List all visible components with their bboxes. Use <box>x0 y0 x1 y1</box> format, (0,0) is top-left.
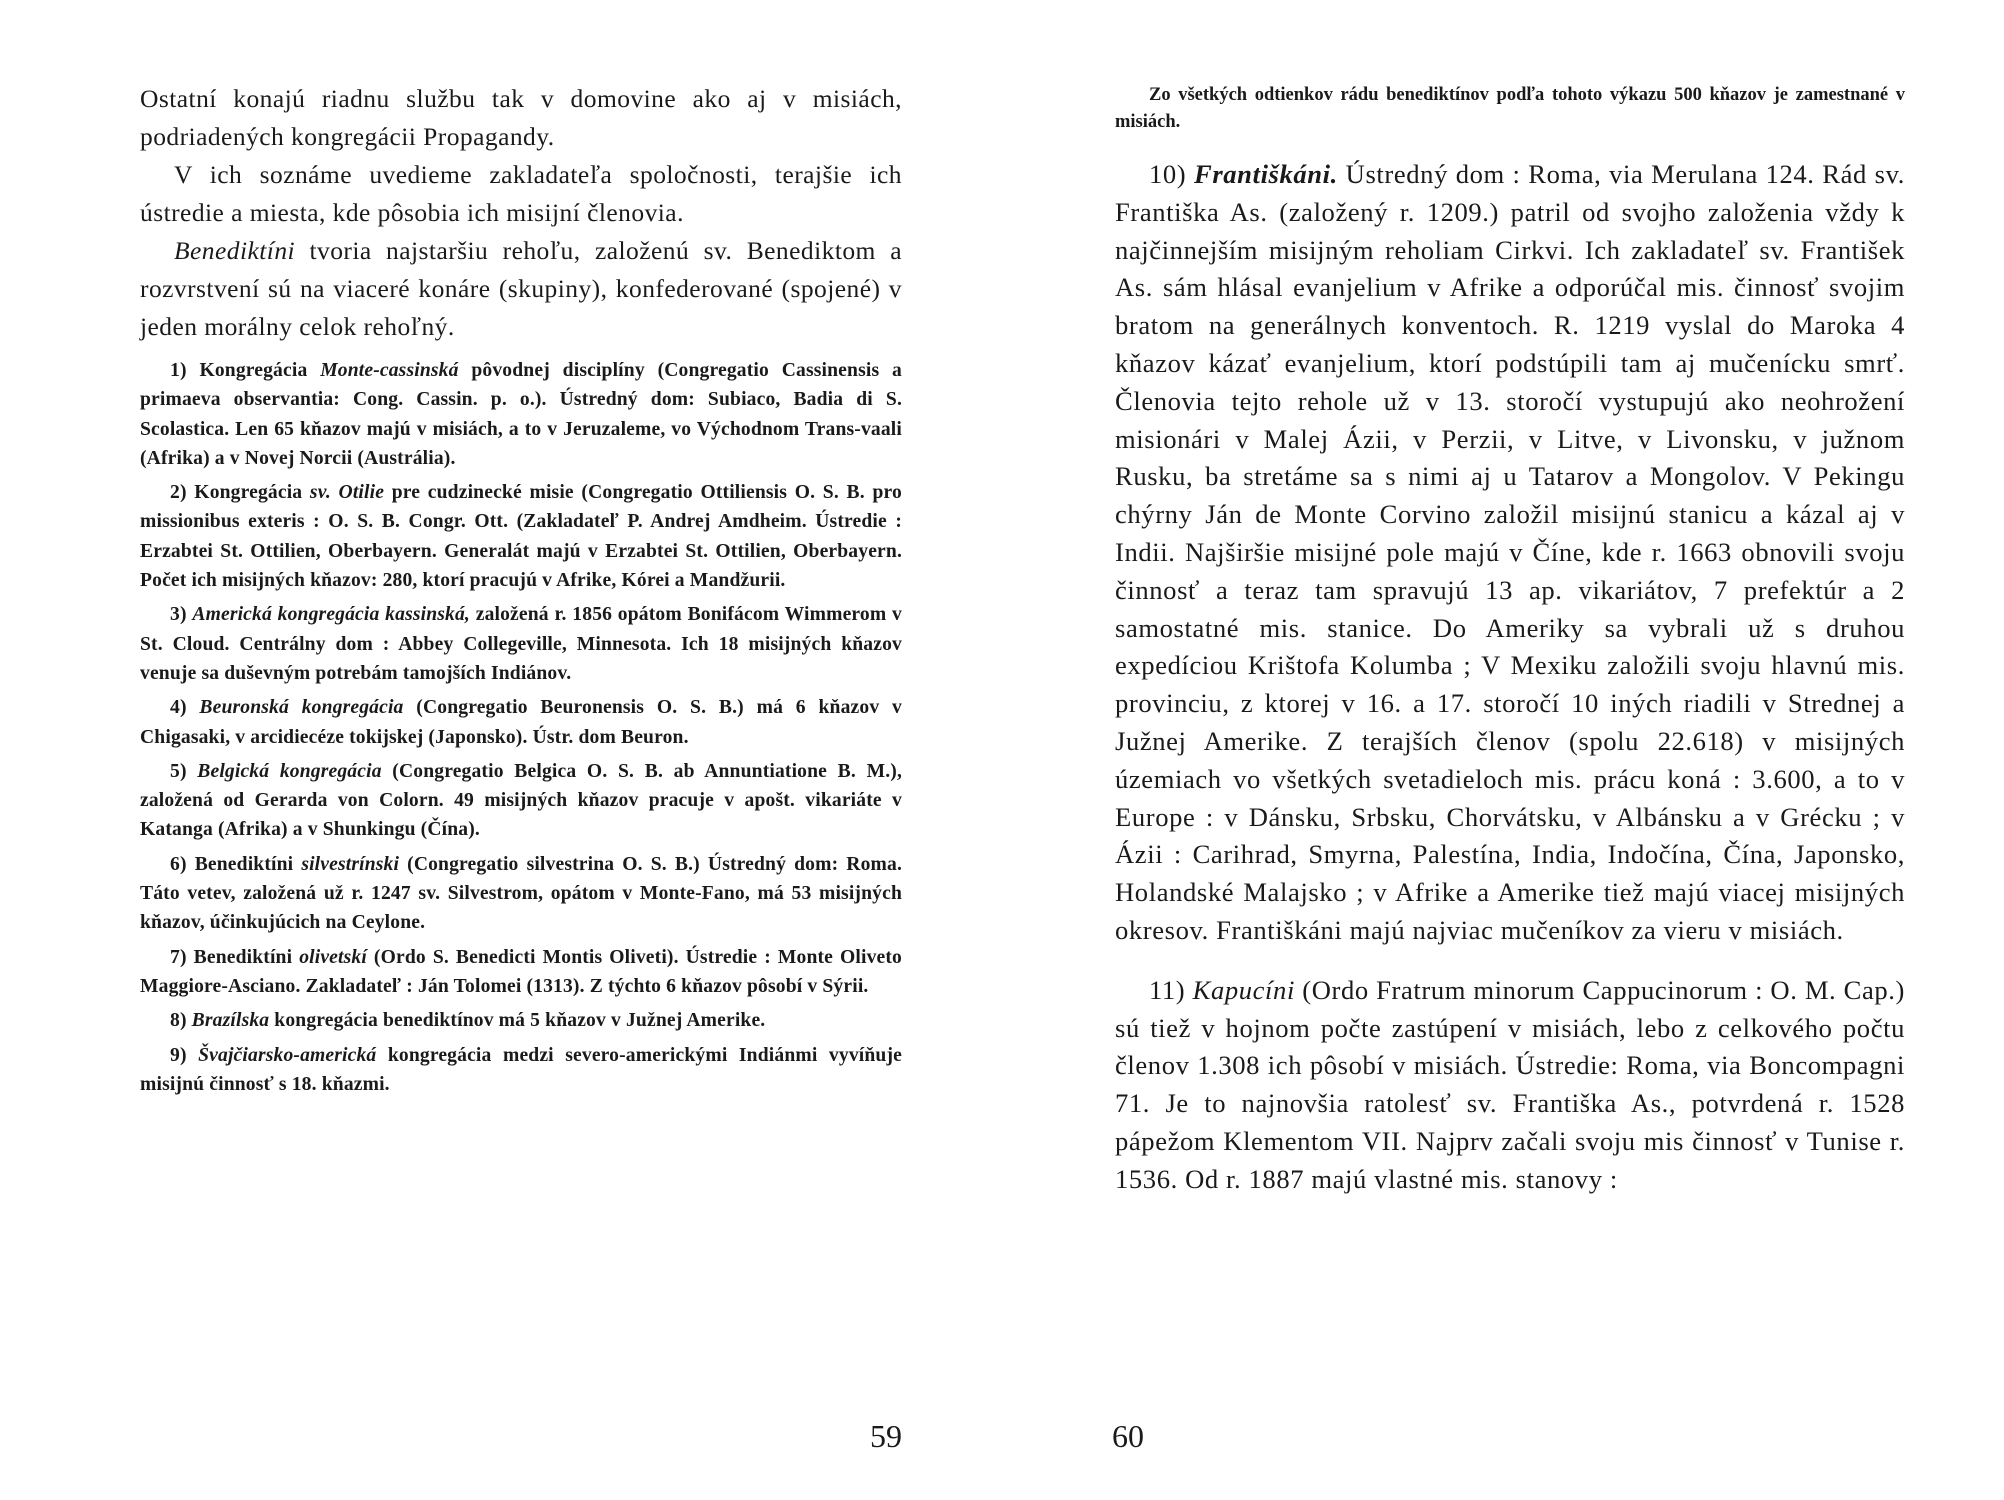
note-text: kongregácia medzi severo-americkými Indiánmi vyvíňuje misijnú činnosť s 18. kňazmi. <box>140 1044 902 1095</box>
benedictine-congregations-list <box>140 356 902 1099</box>
section-number: 11) <box>1149 974 1193 1005</box>
intro-paragraph: V ich soznáme uvedieme zakladateľa spoločnosti, terajšie ich ústredie a miesta, kde pôsobia ich misijní členovia. <box>140 160 902 227</box>
note-text: pôvodnej disciplíny (Congregatio Cassinensis a primaeva observantia: Cong. Cassin. p. o.). Ústredný dom: Subiaco, Badia di S. Scolastica. Len 65 kňazov majú v misiách, a to v Jeruzaleme, vo Východnom Trans-vaali (Afrika) a v Novej Norcii (Austrália). <box>140 360 902 469</box>
note-text: pre cudzinecké misie (Congregatio Ottiliensis O. S. B. pro missionibus exteris : O. S. B. Congr. Ott. (Zakladateľ P. Andrej Amdheim. Ústredie : Erzabtei St. Ottilien, Oberbayern. Generalát majú v Erzabtei St. Ottilien, Oberbayern. Počet ich misijných kňazov: 280, ktorí pracujú v Afrike, Kórei a Mandžurii. <box>140 482 902 592</box>
note-prefix: Benediktíni <box>194 853 302 875</box>
note-number: 4) <box>170 697 200 719</box>
note-number: 2) <box>170 482 195 504</box>
note-number: 8) <box>170 1010 192 1032</box>
congregation-name: olivetskí <box>299 946 374 968</box>
summary-note: Zo všetkých odtienkov rádu benediktínov podľa tohoto výkazu 500 kňazov je zamestnané v misiách. <box>1115 85 1905 132</box>
note-number: 7) <box>170 946 194 968</box>
congregation-note <box>140 478 902 595</box>
order-name: Benediktíni <box>174 236 296 265</box>
congregation-name: Brazílska <box>191 1010 275 1032</box>
congregation-note <box>140 693 902 752</box>
congregation-note <box>140 356 902 473</box>
right-page-text <box>1115 82 1905 1199</box>
note-text: (Congregatio silvestrina O. S. B.) Ústredný dom: Roma. Táto vetev, založená už r. 1247 sv. Silvestrom, opátom v Monte-Fano, má 53 misijných kňazov, účinkujúcich na Ceylone. <box>140 853 903 934</box>
benedictines-paragraph: Benediktíni tvoria najstaršiu rehoľu, založenú sv. Benediktom a rozvrstvení sú na viaceré konáre (skupiny), konfederované (spojené) v jeden morálny celok rehoľný. <box>140 236 902 341</box>
note-number: 3) <box>170 604 193 626</box>
note-text: (Ordo S. Benedicti Montis Oliveti). Ústredie : Monte Oliveto Maggiore-Asciano. Zakladateľ : Ján Tolomei (1313). Z týchto 6 kňazov pôsobí v Sýrii. <box>140 946 903 997</box>
congregation-note <box>140 757 902 845</box>
section-text: (Ordo Fratrum minorum Cappucinorum : O. M. Cap.) sú tiež v hojnom počte zastúpení v misiách, lebo z celkového počtu členov 1.308 ich pôsobí v misiách. Ústredie: Roma, via Boncompagni 71. Je to najnovšia ratolesť sv. Františka As., potvrdená r. 1528 pápežom Klementom VII. Najprv začali svoju mis činnosť v Tunise r. 1536. Od r. 1887 majú vlastné mis. stanovy : <box>1115 974 1906 1194</box>
congregation-name: Monte-cassinská <box>320 360 472 381</box>
congregation-name: Americká kongregácia kassinská, <box>192 604 476 626</box>
congregation-note <box>140 600 902 688</box>
note-text: (Congregatio Belgica O. S. B. ab Annuntiatione B. M.), založená od Gerarda von Colorn. 49 misijných kňazov pracuje v apošt. vikariáte v Katanga (Afrika) a v Shunkingu (Čína). <box>140 760 902 841</box>
congregation-note <box>140 1041 902 1100</box>
order-section <box>1115 972 1905 1199</box>
orders-sections <box>1115 156 1905 1199</box>
congregation-name: Beuronská kongregácia <box>199 697 417 719</box>
note-number: 5) <box>170 760 198 782</box>
section-number: 10) <box>1149 159 1194 189</box>
congregation-note <box>140 850 902 938</box>
note-text: založená r. 1856 opátom Bonifácom Wimmerom v St. Cloud. Centrálny dom : Abbey Collegeville, Minnesota. Ich 18 misijných kňazov venuje sa duševným potrebám tamojších Indiánov. <box>140 604 903 684</box>
note-number: 6) <box>170 853 195 875</box>
left-page-text <box>140 80 902 1099</box>
note-prefix: Kongregácia <box>194 482 310 504</box>
left-page <box>140 0 902 1500</box>
note-prefix: Benediktíni <box>193 946 300 968</box>
note-text: (Congregatio Beuronensis O. S. B.) má 6 kňazov v Chigasaki, v arcidiecéze tokijskej (Japonsko). Ústr. dom Beuron. <box>140 697 902 748</box>
congregation-name: Švajčiarsko-americká <box>198 1044 388 1066</box>
congregation-note <box>140 1006 902 1035</box>
intro-paragraph: Ostatní konajú riadnu službu tak v domovine ako aj v misiách, podriadených kongregácii Propagandy. <box>140 84 902 151</box>
order-section <box>1115 156 1905 950</box>
note-number: 9) <box>170 1044 199 1066</box>
order-name: Františkáni. <box>1194 159 1346 189</box>
right-page <box>1112 0 1906 1500</box>
page-number: 59 <box>870 1418 902 1454</box>
section-text: Ústredný dom : Roma, via Merulana 124. Rád sv. Františka As. (založený r. 1209.) patril od svojho založenia vždy k najčinnejším misijným reholiam Cirkvi. Ich zakladateľ sv. František As. sám hlásal evanjelium v Afrike a odporúčal mis. činnosť svojim bratom na generálnych konventoch. R. 1219 vyslal do Maroka 4 kňazov kázať evanjelium, ktorí podstúpili tam aj mučenícku smrť. Členovia tejto rehole už v 13. storočí vystupujú ako neohrožení misionári v Malej Ázii, v Perzii, v Litve, v Livonsku, v južnom Rusku, ba stretáme sa s nimi aj u Tatarov a Mongolov. V Pekingu chýrny Ján de Monte Corvino založil misijnú stanicu a kázal aj v Indii. Najširšie misijné pole majú v Číne, kde r. 1663 obnovili svoju činnosť a teraz tam spravujú 13 ap. vikariátov, 7 prefektúr a 2 samostatné mis. stanice. Do Ameriky sa vybrali už s druhou expedíciou Krištofa Kolumba ; V Mexiku založili svoju hlavnú mis. provinciu, z ktorej v 16. a 17. storočí 10 iných riadili v Strednej a Južnej Amerike. Z terajších členov (spolu 22.618) v misijných územiach vo všetkých svetadieloch mis. prácu koná : 3.600, a to v Europe : v Dánsku, Srbsku, Chorvátsku, v Albánsku a v Grécku ; v Ázii : Carihrad, Smyrna, Palestína, India, Indočína, Čína, Japonsko, Holandské Malajsko ; v Afrike a Amerike tiež majú viacej misijných okresov. Františkáni majú najviac mučeníkov za vieru v misiách. <box>1115 159 1906 945</box>
congregation-note <box>140 943 902 1002</box>
order-name: Kapucíni <box>1192 974 1303 1005</box>
congregation-name: silvestrínski <box>301 853 408 875</box>
congregation-name: Belgická kongregácia <box>197 760 393 782</box>
note-prefix: Kongregácia <box>199 360 321 381</box>
note-number: 1) <box>170 360 200 381</box>
congregation-name: sv. Otilie <box>309 482 392 504</box>
note-text: kongregácia benediktínov má 5 kňazov v Južnej Amerike. <box>274 1010 766 1032</box>
page-number: 60 <box>1112 1418 1144 1454</box>
